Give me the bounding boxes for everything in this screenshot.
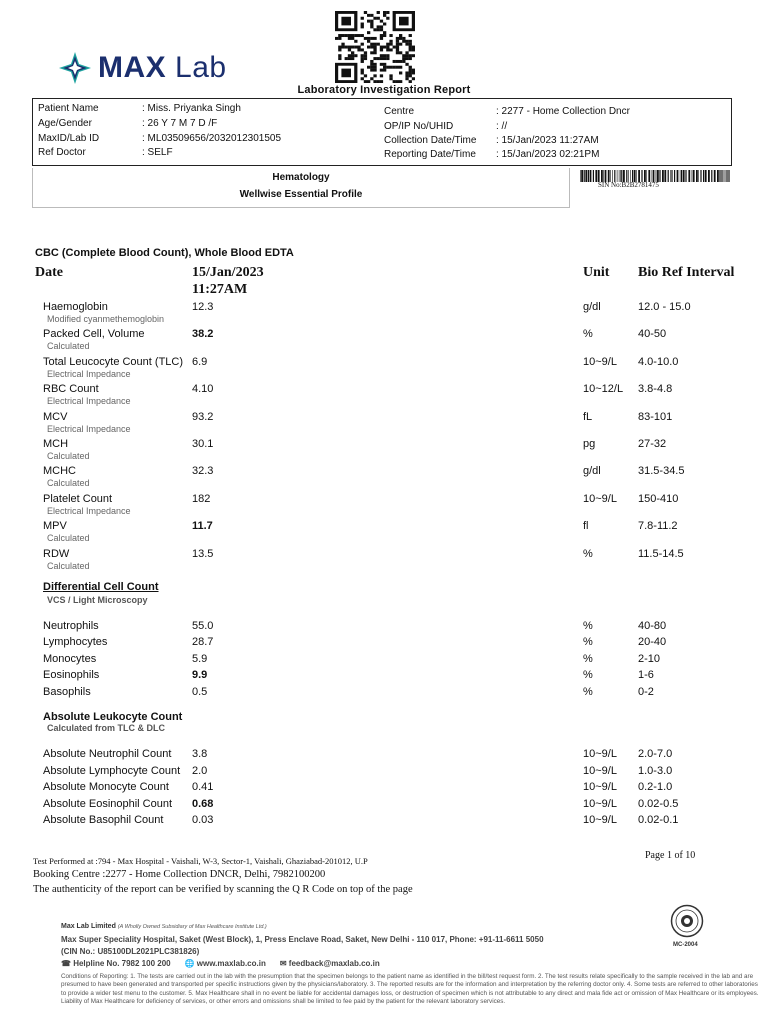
test-performed-at: Test Performed at :794 - Max Hospital - Vaishali, W-3, Sector-1, Vaishali, Ghaziabad-201012, U.P: [33, 856, 368, 866]
test-name: RDW: [43, 548, 70, 560]
test-method: Electrical Impedance: [47, 369, 131, 379]
test-ref-interval: 1.0-3.0: [638, 765, 673, 777]
centre: : 2277 - Home Collection Dncr: [496, 106, 630, 117]
date-value: 15/Jan/2023: [192, 265, 264, 280]
mail-icon: ✉: [279, 959, 287, 968]
unit-header: Unit: [583, 265, 610, 280]
test-name: Haemoglobin: [43, 301, 108, 313]
test-unit: 10~12/L: [583, 383, 624, 395]
test-ref-interval: 0-2: [638, 686, 654, 698]
test-ref-interval: 12.0 - 15.0: [638, 301, 691, 313]
test-value: 11.7: [192, 520, 213, 532]
test-unit: 10~9/L: [583, 356, 617, 368]
company-cin: (CIN No.: U85100DL2021PLC381826): [61, 947, 200, 956]
test-value: 0.5: [192, 686, 208, 698]
collection-label: Collection Date/Time: [384, 135, 477, 146]
test-method: Modified cyanmethemoglobin: [47, 314, 165, 324]
accreditation-code: MC-2004: [673, 942, 698, 948]
test-value: 30.1: [192, 438, 214, 450]
test-value: 0.03: [192, 814, 214, 826]
test-name: Monocytes: [43, 653, 97, 665]
test-method: Electrical Impedance: [47, 396, 131, 406]
test-unit: 10~9/L: [583, 781, 617, 793]
test-ref-interval: 2-10: [638, 653, 661, 665]
test-value: 6.9: [192, 356, 208, 368]
lab-id-label: MaxID/Lab ID: [38, 133, 100, 144]
test-unit: fl: [583, 520, 589, 532]
sin-number: SIN No:B2B2781475: [598, 181, 659, 189]
test-name: Absolute Lymphocyte Count: [43, 765, 181, 777]
test-method: Calculated: [47, 533, 90, 543]
test-method: Calculated: [47, 478, 90, 488]
globe-icon: 🌐: [184, 959, 195, 968]
test-value: 5.9: [192, 653, 208, 665]
opip-label: OP/IP No/UHID: [384, 121, 454, 132]
helpline: ☎ Helpline No. 7982 100 200: [61, 959, 171, 968]
test-value: 93.2: [192, 411, 214, 423]
test-unit: g/dl: [583, 301, 601, 313]
test-unit: %: [583, 548, 593, 560]
test-ref-interval: 4.0-10.0: [638, 356, 679, 368]
test-unit: 10~9/L: [583, 748, 617, 760]
report-title: Laboratory Investigation Report: [297, 84, 471, 96]
test-unit: 10~9/L: [583, 814, 617, 826]
company-subsidiary: (A Wholly Owned Subsidiary of Max Healthcare Institute Ltd.): [117, 924, 267, 930]
test-value: 32.3: [192, 465, 214, 477]
time-value: 11:27AM: [192, 282, 248, 297]
test-value: 28.7: [192, 636, 214, 648]
test-name: Neutrophils: [43, 620, 99, 632]
patient-name: : Miss. Priyanka Singh: [142, 103, 241, 114]
test-name: Absolute Neutrophil Count: [43, 748, 172, 760]
test-value: 9.9: [192, 669, 208, 681]
centre-label: Centre: [384, 106, 415, 117]
test-name: MCHC: [43, 465, 76, 477]
test-name: MCH: [43, 438, 69, 450]
ref-interval-header: Bio Ref Interval: [638, 265, 735, 280]
test-value: 13.5: [192, 548, 214, 560]
test-unit: %: [583, 636, 593, 648]
test-ref-interval: 40-80: [638, 620, 667, 632]
ref-doctor: : SELF: [142, 147, 173, 158]
test-value: 38.2: [192, 328, 214, 340]
company-line: [61, 923, 267, 930]
test-name: Basophils: [43, 686, 91, 698]
test-value: 182: [192, 493, 211, 505]
page-number: Page 1 of 10: [645, 850, 696, 861]
test-method: Electrical Impedance: [47, 424, 131, 434]
profile-name: Wellwise Essential Profile: [239, 189, 363, 200]
cbc-title: CBC (Complete Blood Count), Whole Blood EDTA: [35, 247, 294, 259]
test-unit: %: [583, 669, 593, 681]
department: Hematology: [272, 172, 330, 183]
alc-title: Absolute Leukocyte Count: [43, 711, 183, 723]
test-name: Absolute Basophil Count: [43, 814, 164, 826]
test-ref-interval: 150-410: [638, 493, 679, 505]
test-value: 2.0: [192, 765, 208, 777]
test-unit: 10~9/L: [583, 798, 617, 810]
test-ref-interval: 2.0-7.0: [638, 748, 673, 760]
test-ref-interval: 0.02-0.1: [638, 814, 679, 826]
age-gender: : 26 Y 7 M 7 D /F: [142, 118, 218, 129]
test-unit: g/dl: [583, 465, 601, 477]
email[interactable]: ✉ feedback@maxlab.co.in: [279, 959, 380, 968]
opip: : //: [496, 121, 508, 132]
test-name: Eosinophils: [43, 669, 100, 681]
brand-logo: [58, 50, 227, 86]
test-name: Absolute Eosinophil Count: [43, 798, 173, 810]
conditions-of-reporting: Conditions of Reporting: 1. The tests are carried out in the lab with the presumption that the specimen belongs to the patient name as identified in the bill/test request form. 2. The test results relate specifically to the sample received in the lab and are presumed to have been generated and transported per specific instructions given by the physicians/laboratory. 3. The reported results are for the information and interpretation by the referring doctor only. 4. Some tests are referred to other laboratories to provide a wider test menu to the customer. 5. Max Healthcare shall in no event be liable for accidental damages loss, or destruction of specimen which is not attributable to any direct and mala fide act or omission of Max Healthcare or its employees. Liability of Max Healthcare for deficiency of services, or other errors and omissions shall be limited to fee paid by the patient for the relevant laboratory services.: [61, 973, 759, 1006]
test-name: Packed Cell, Volume: [43, 328, 145, 340]
test-method: Calculated: [47, 341, 90, 351]
test-ref-interval: 83-101: [638, 411, 673, 423]
test-unit: %: [583, 653, 593, 665]
ref-doctor-label: Ref Doctor: [38, 147, 86, 158]
test-name: RBC Count: [43, 383, 99, 395]
test-name: Total Leucocyte Count (TLC): [43, 356, 184, 368]
test-name: Absolute Monocyte Count: [43, 781, 169, 793]
patient-name-label: Patient Name: [38, 103, 99, 114]
test-unit: 10~9/L: [583, 493, 617, 505]
test-name: MPV: [43, 520, 67, 532]
test-value: 4.10: [192, 383, 214, 395]
authenticity-note: The authenticity of the report can be verified by scanning the Q R Code on top of the page: [33, 884, 413, 895]
lab-id: : ML03509656/2032012301505: [142, 133, 282, 144]
test-name: MCV: [43, 411, 68, 423]
test-value: 3.8: [192, 748, 208, 760]
test-ref-interval: 0.2-1.0: [638, 781, 673, 793]
test-ref-interval: 0.02-0.5: [638, 798, 679, 810]
test-ref-interval: 20-40: [638, 636, 667, 648]
reporting-datetime: : 15/Jan/2023 02:21PM: [496, 149, 600, 160]
test-name: Lymphocytes: [43, 636, 108, 648]
test-ref-interval: 27-32: [638, 438, 667, 450]
test-ref-interval: 40-50: [638, 328, 667, 340]
test-ref-interval: 7.8-11.2: [638, 520, 678, 532]
test-unit: %: [583, 328, 593, 340]
test-ref-interval: 3.8-4.8: [638, 383, 673, 395]
test-ref-interval: 1-6: [638, 669, 654, 681]
dlc-method: VCS / Light Microscopy: [47, 595, 148, 605]
test-unit: 10~9/L: [583, 765, 617, 777]
date-header: Date: [35, 265, 63, 280]
test-value: 0.68: [192, 798, 214, 810]
test-unit: %: [583, 620, 593, 632]
phone-icon: ☎: [61, 959, 71, 968]
dlc-title: Differential Cell Count: [43, 581, 159, 593]
test-method: Electrical Impedance: [47, 506, 131, 516]
alc-method: Calculated from TLC & DLC: [47, 723, 166, 733]
test-method: Calculated: [47, 561, 90, 571]
max-star-icon: [58, 51, 92, 85]
test-name: Platelet Count: [43, 493, 113, 505]
company-name: Max Lab Limited: [61, 923, 116, 930]
test-value: 0.41: [192, 781, 214, 793]
test-unit: pg: [583, 438, 596, 450]
qr-code: [335, 11, 415, 83]
reporting-label: Reporting Date/Time: [384, 149, 476, 160]
test-ref-interval: 31.5-34.5: [638, 465, 685, 477]
accreditation-seal-icon: [670, 904, 704, 938]
company-address: Max Super Speciality Hospital, Saket (West Block), 1, Press Enclave Road, Saket, New Delhi - 110 017, Phone: +91-11-6611 5050: [61, 935, 544, 944]
test-ref-interval: 11.5-14.5: [638, 548, 684, 560]
booking-centre: Booking Centre :2277 - Home Collection DNCR, Delhi, 7982100200: [33, 869, 326, 880]
test-value: 55.0: [192, 620, 214, 632]
test-unit: fL: [583, 411, 593, 423]
contact-line: [61, 959, 380, 968]
test-method: Calculated: [47, 451, 90, 461]
test-unit: %: [583, 686, 593, 698]
collection-datetime: : 15/Jan/2023 11:27AM: [496, 135, 599, 146]
website[interactable]: 🌐 www.maxlab.co.in: [184, 959, 266, 968]
brand-name: MAX Lab: [98, 51, 227, 84]
age-gender-label: Age/Gender: [38, 118, 92, 129]
test-value: 12.3: [192, 301, 214, 313]
